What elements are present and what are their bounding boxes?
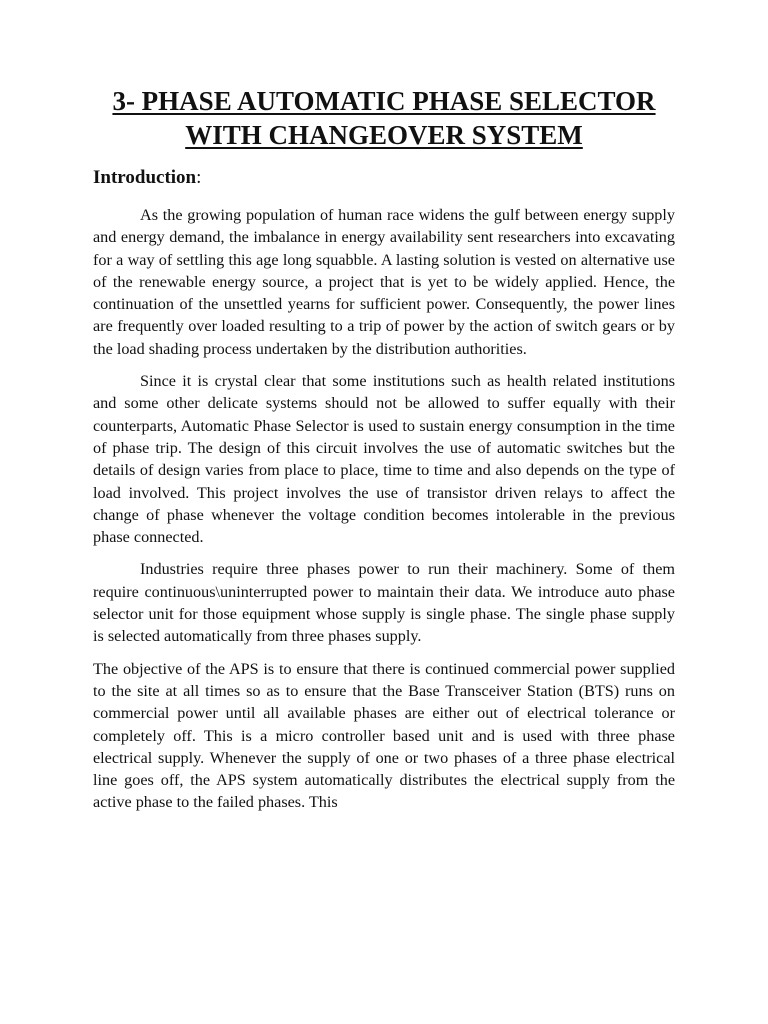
section-heading-text: Introduction: [93, 167, 197, 188]
paragraph-1: As the growing population of human race widens the gulf between energy supply and energy demand, the imbalance in energy availability sent researchers into excavating for a way of settling this age long squabble. A lasting solution is vested on alternative use of the renewable energy source, a project that is yet to be widely applied. Hence, the continuation of the unsettled yearns for sufficient power. Consequently, the power lines are frequently over loaded resulting to a trip of power by the action of switch gears or by the load shading process undertaken by the distribution authorities.: [93, 206, 675, 358]
paragraph-4: The objective of the APS is to ensure that there is continued commercial power supplied to the site at all times so as to ensure that the Base Transceiver Station (BTS) runs on commercial power until all available phases are either out of electrical tolerance or completely off. This is a micro controller based unit and is used with three phase electrical supply. Whenever the supply of one or two phases of a three phase electrical line goes off, the APS system automatically distributes the electrical supply from the active phase to the failed phases. This: [93, 659, 675, 812]
paragraph-3: Industries require three phases power to run their machinery. Some of them require continuous\uninterrupted power to maintain their data. We introduce auto phase selector unit for those equipment whose supply is single phase. The single phase supply is selected automatically from three phases supply.: [93, 560, 675, 646]
title-line-1: 3- PHASE AUTOMATIC PHASE SELECTOR: [112, 86, 656, 116]
title-line-2: WITH CHANGEOVER SYSTEM: [185, 120, 583, 150]
section-heading-colon: :: [196, 167, 202, 188]
page-title: [93, 84, 675, 152]
section-heading: [93, 166, 675, 190]
paragraph-2: Since it is crystal clear that some institutions such as health related institutions and some other delicate systems should not be allowed to suffer equally with their counterparts, Automatic Phase Selector is used to sustain energy consumption in the time of phase trip. The design of this circuit involves the use of automatic switches but the details of design varies from place to place, time to time and also depends on the type of load involved. This project involves the use of transistor driven relays to affect the change of phase whenever the voltage condition becomes intolerable in the previous phase connected.: [93, 372, 675, 547]
